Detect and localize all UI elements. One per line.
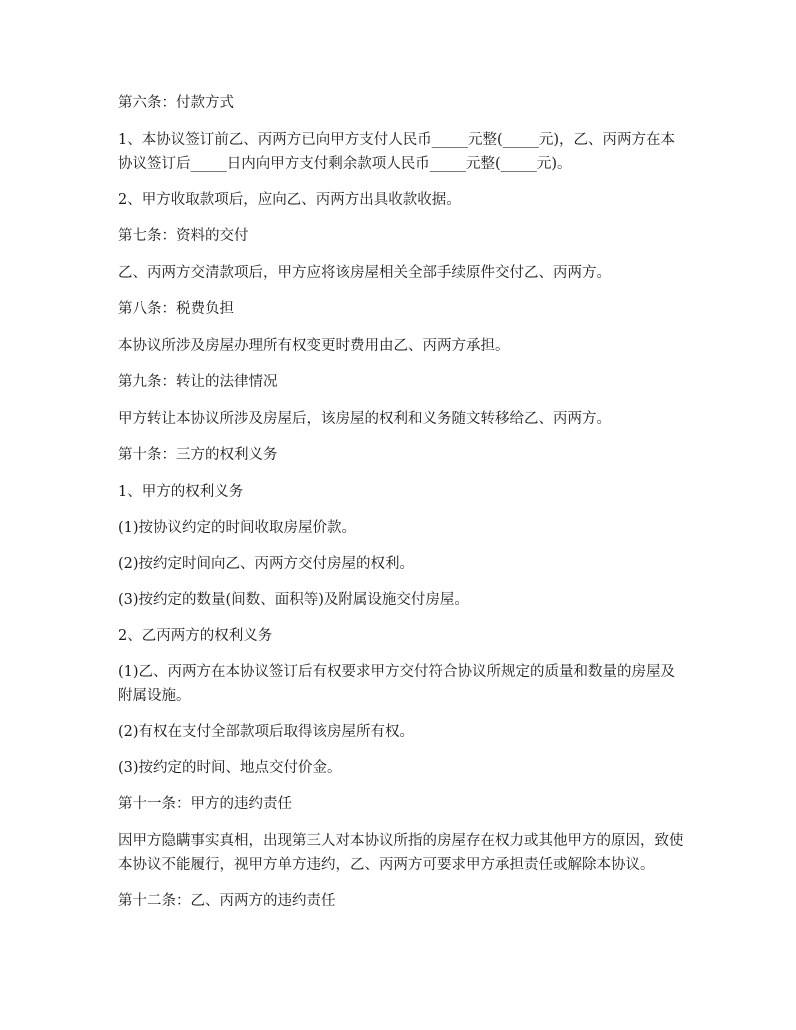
article-9-body: 甲方转让本协议所涉及房屋后，该房屋的权利和义务随文转移给乙、丙两方。 xyxy=(118,411,611,427)
party-bc-right-2: (2)有权在支付全部款项后取得该房屋所有权。 xyxy=(118,724,415,740)
document-page xyxy=(118,91,688,926)
article-7-heading: 第七条：资料的交付 xyxy=(118,228,249,244)
article-7-body: 乙、丙两方交清款项后，甲方应将该房屋相关全部手续原件交付乙、丙两方。 xyxy=(118,265,611,281)
party-a-right-1: (1)按协议约定的时间收取房屋价款。 xyxy=(118,520,357,536)
article-6-clause-2: 2、甲方收取款项后，应向乙、丙两方出具收款收据。 xyxy=(118,192,461,208)
article-6-clause-1: 1、本协议签订前乙、丙两方已向甲方支付人民币_____元整(_____元)，乙、丙两方在本协议签订后_____日内向甲方支付剩余款项人民币_____元整(_____元)。 xyxy=(118,132,676,172)
party-bc-right-3: (3)按约定的时间、地点交付价金。 xyxy=(118,760,342,776)
article-10-heading: 第十条：三方的权利义务 xyxy=(118,447,278,463)
article-11-heading: 第十一条：甲方的违约责任 xyxy=(118,796,292,812)
party-a-rights-subheading: 1、甲方的权利义务 xyxy=(118,484,244,500)
party-a-right-3: (3)按约定的数量(间数、面积等)及附属设施交付房屋。 xyxy=(118,592,469,608)
party-bc-right-1: (1)乙、丙两方在本协议签订后有权要求甲方交付符合协议所规定的质量和数量的房屋及附属设施。 xyxy=(118,664,676,704)
article-9-heading: 第九条：转让的法律情况 xyxy=(118,374,278,390)
article-6-heading: 第六条：付款方式 xyxy=(118,95,234,111)
article-12-heading: 第十二条：乙、丙两方的违约责任 xyxy=(118,893,336,909)
party-bc-rights-subheading: 2、乙丙两方的权利义务 xyxy=(118,628,273,644)
article-8-body: 本协议所涉及房屋办理所有权变更时费用由乙、丙两方承担。 xyxy=(118,338,510,354)
article-11-body: 因甲方隐瞒事实真相，出现第三人对本协议所指的房屋存在权力或其他甲方的原因，致使本协议不能履行，视甲方单方违约，乙、丙两方可要求甲方承担责任或解除本协议。 xyxy=(118,833,684,873)
party-a-right-2: (2)按约定时间向乙、丙两方交付房屋的权利。 xyxy=(118,556,415,572)
article-8-heading: 第八条：税费负担 xyxy=(118,301,234,317)
